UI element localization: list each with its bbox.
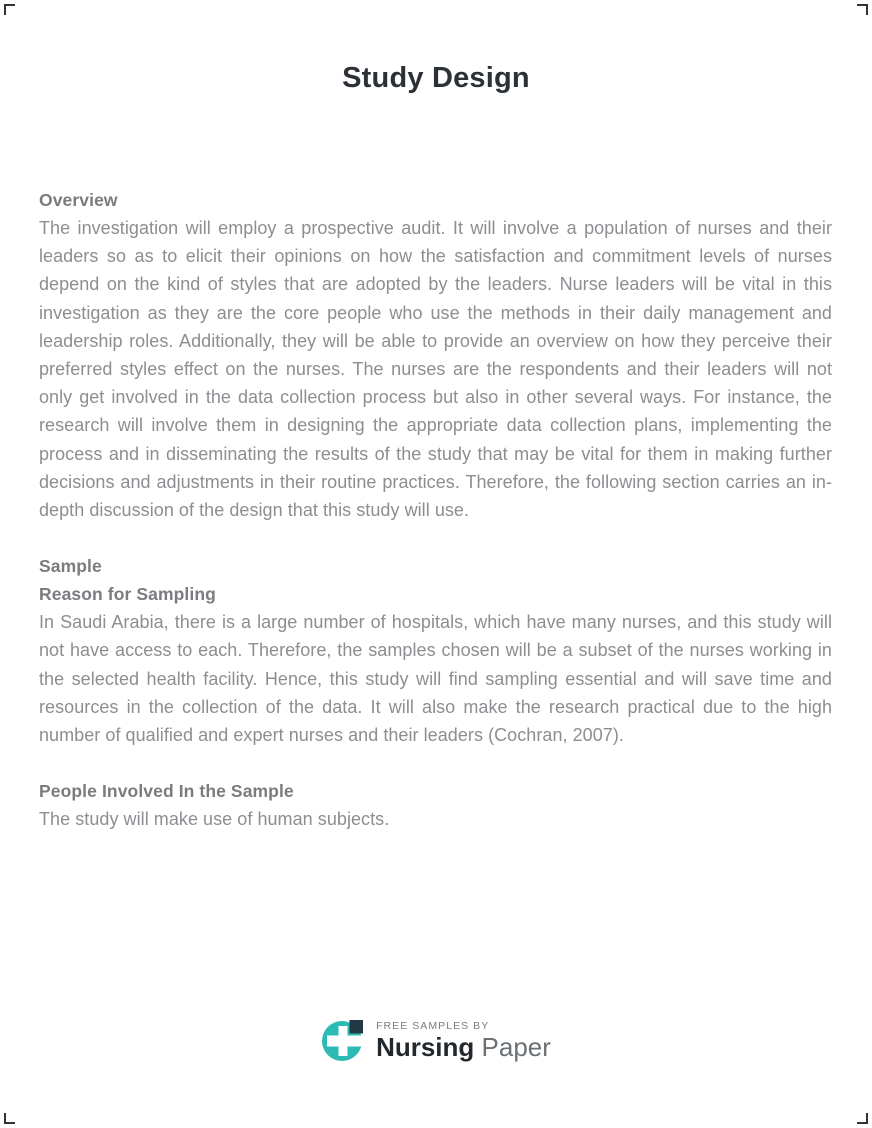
section-heading-overview: Overview bbox=[39, 190, 118, 210]
footer bbox=[0, 1020, 872, 1062]
nursing-paper-cross-logo-icon bbox=[321, 1020, 363, 1062]
section-people-involved bbox=[39, 777, 832, 833]
brand-name-primary: Nursing bbox=[376, 1032, 475, 1062]
brand-tagline: FREE SAMPLES BY bbox=[376, 1020, 490, 1032]
section-spacer bbox=[39, 749, 832, 777]
crop-mark-bottom-right bbox=[857, 1113, 868, 1124]
crop-mark-bottom-left bbox=[4, 1113, 15, 1124]
section-heading-sample: Sample bbox=[39, 556, 102, 577]
brand-name-secondary: Paper bbox=[481, 1032, 551, 1062]
brand-name bbox=[376, 1033, 551, 1062]
section-sample bbox=[39, 552, 832, 749]
brand-text bbox=[376, 1020, 551, 1062]
section-paragraph-people-involved: The study will make use of human subjects. bbox=[39, 809, 390, 830]
brand-logo bbox=[321, 1020, 551, 1062]
section-overview bbox=[39, 186, 832, 524]
section-paragraph-sample: In Saudi Arabia, there is a large number of hospitals, which have many nurses, and this study will not have access to each. Therefore, the samples chosen will be a subset of the nurses working in the selected health facility. Hence, this study will find sampling essential and will save time and resources in the collection of the data. It will also make the research practical due to the high number of qualified and expert nurses and their leaders (Cochran, 2007). bbox=[39, 612, 832, 746]
crop-mark-top-left bbox=[4, 4, 15, 15]
section-spacer bbox=[39, 524, 832, 552]
document-body bbox=[39, 186, 832, 833]
section-paragraph-overview: The investigation will employ a prospective audit. It will involve a population of nurses and their leaders so as to elicit their opinions on how the satisfaction and commitment levels of nurses depend on the kind of styles that are adopted by the leaders. Nurse leaders will be vital in this investigation as they are the core people who use the methods in their daily management and leadership roles. Additionally, they will be able to provide an overview on how they perceive their preferred styles effect on the nurses. The nurses are the respondents and their leaders will not only get involved in the data collection process but also in other several ways. For instance, the research will involve them in designing the appropriate data collection plans, implementing the process and in disseminating the results of the study that may be vital for them in making further decisions and adjustments in their routine practices. Therefore, the following section carries an in-depth discussion of the design that this study will use. bbox=[39, 218, 832, 521]
section-heading-people-involved: People Involved In the Sample bbox=[39, 781, 294, 802]
section-subheading-reason-for-sampling: Reason for Sampling bbox=[39, 584, 216, 605]
crop-mark-top-right bbox=[857, 4, 868, 15]
page-title: Study Design bbox=[342, 62, 530, 94]
